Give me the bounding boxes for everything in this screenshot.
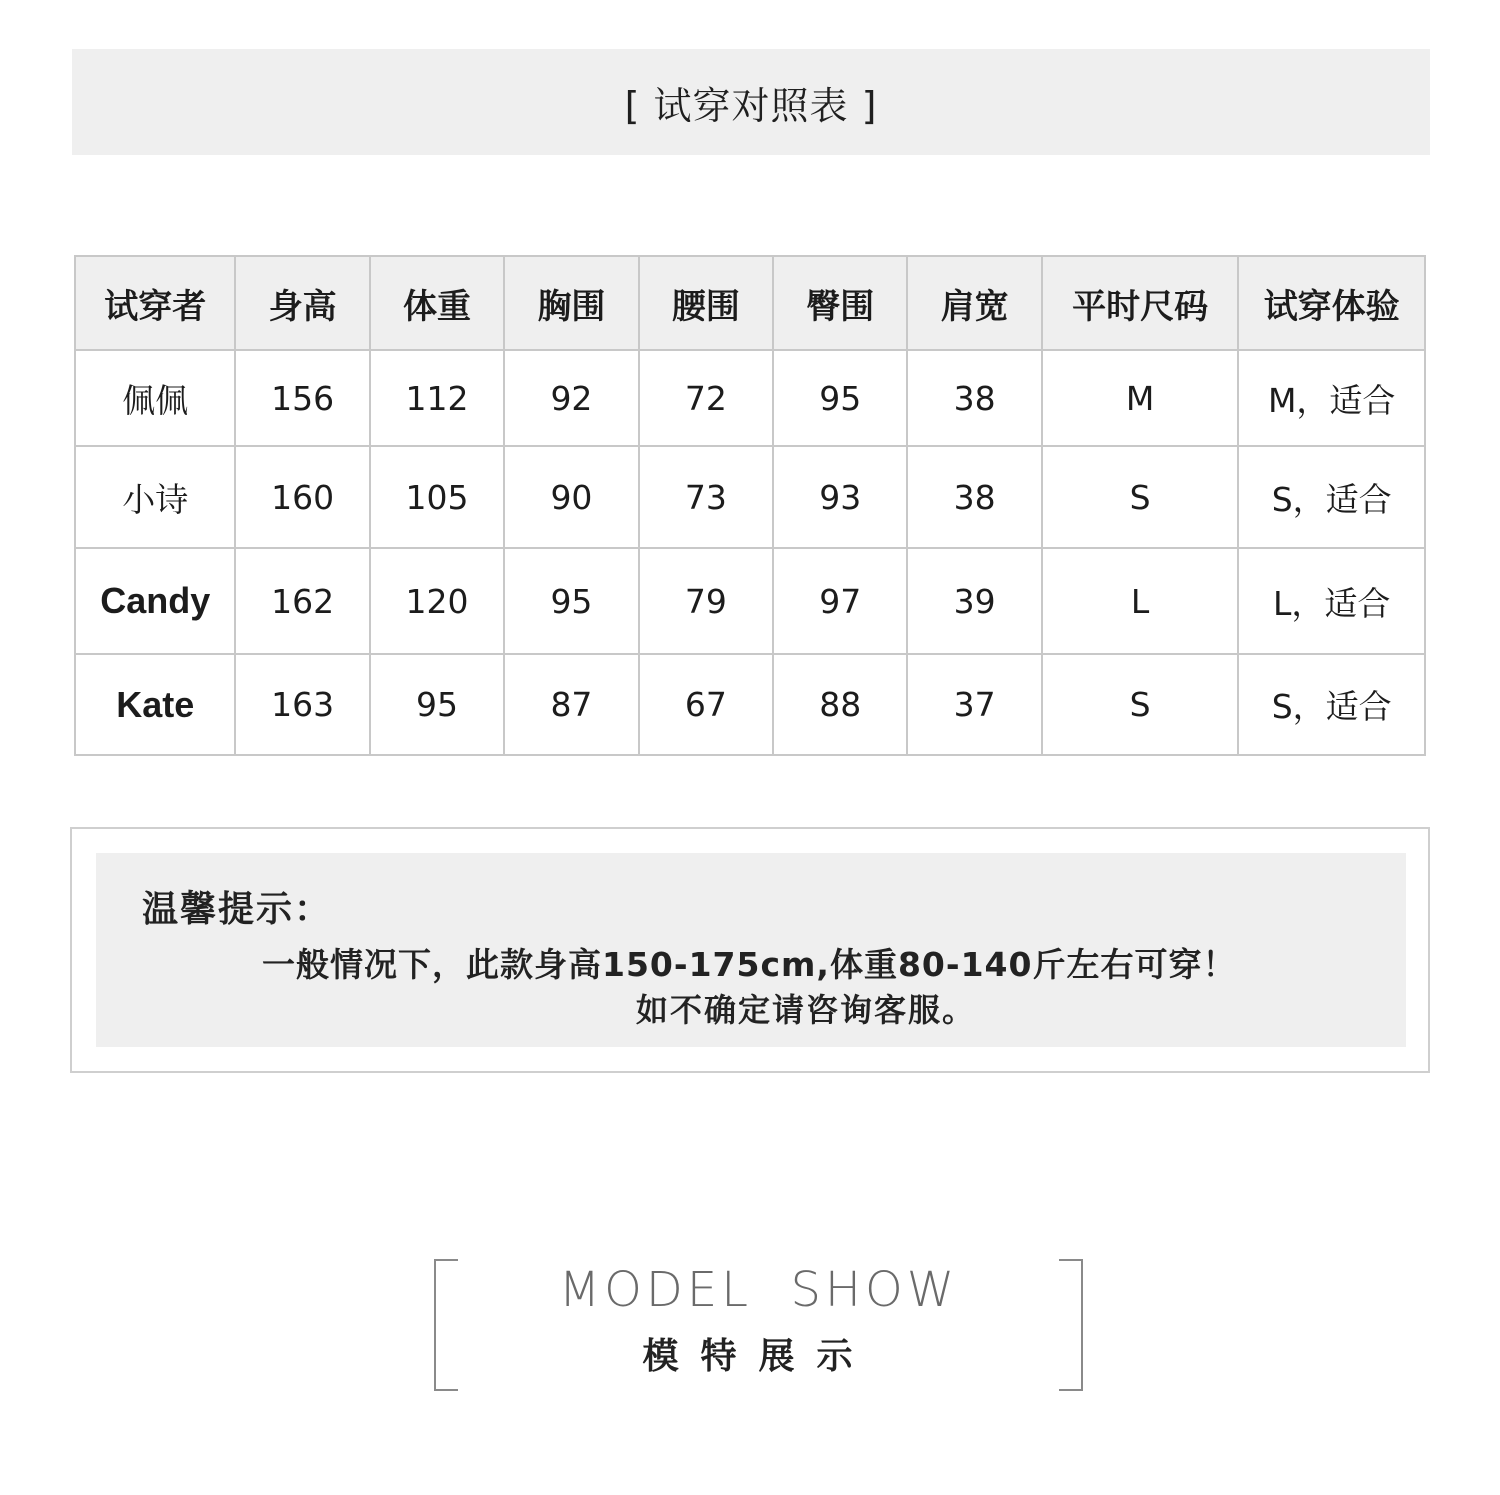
table-header-row [75, 256, 1425, 350]
bust-value: 87 [504, 654, 638, 755]
usual-size-value: S [1042, 654, 1239, 755]
usual-size-value: S [1042, 446, 1239, 548]
tester-name: Candy [75, 548, 235, 654]
height-value: 162 [235, 548, 369, 654]
table-row [75, 350, 1425, 446]
notice-box [70, 827, 1430, 1073]
header-cell-hip: 臀围 [773, 256, 907, 350]
height-value: 156 [235, 350, 369, 446]
waist-value: 73 [639, 446, 773, 548]
bust-value: 92 [504, 350, 638, 446]
notice-size-range-text: 一般情况下，此款身高150-175cm,体重80-140斤左右可穿！ [262, 945, 1237, 984]
shoulder-value: 38 [907, 350, 1041, 446]
notice-contact-text: 如不确定请咨询客服。 [635, 991, 976, 1029]
weight-value: 105 [370, 446, 504, 548]
waist-value: 79 [639, 548, 773, 654]
table-row [75, 654, 1425, 755]
header-cell-weight: 体重 [370, 256, 504, 350]
shoulder-value: 37 [907, 654, 1041, 755]
fitting-comparison-table [74, 255, 1426, 756]
header-cell-usual-size: 平时尺码 [1042, 256, 1239, 350]
waist-value: 67 [639, 654, 773, 755]
usual-size-value: L [1042, 548, 1239, 654]
page-title: [ 试穿对照表 ] [624, 83, 878, 128]
hip-value: 93 [773, 446, 907, 548]
hip-value: 97 [773, 548, 907, 654]
fit-experience-value: M，适合 [1238, 350, 1425, 446]
header-cell-shoulder: 肩宽 [907, 256, 1041, 350]
weight-value: 120 [370, 548, 504, 654]
hip-value: 95 [773, 350, 907, 446]
fit-experience-value: S，适合 [1238, 654, 1425, 755]
waist-value: 72 [639, 350, 773, 446]
tester-name: 佩佩 [75, 350, 235, 446]
header-cell-fit-experience: 试穿体验 [1238, 256, 1425, 350]
bust-value: 90 [504, 446, 638, 548]
fit-experience-value: S，适合 [1238, 446, 1425, 548]
bust-value: 95 [504, 548, 638, 654]
table-row [75, 446, 1425, 548]
shoulder-value: 38 [907, 446, 1041, 548]
model-show-subheading: 模特展示 [642, 1336, 875, 1377]
tester-name: Kate [75, 654, 235, 755]
shoulder-value: 39 [907, 548, 1041, 654]
tester-name: 小诗 [75, 446, 235, 548]
header-cell-waist: 腰围 [639, 256, 773, 350]
header-cell-height: 身高 [235, 256, 369, 350]
height-value: 163 [235, 654, 369, 755]
notice-title: 温馨提示： [142, 889, 333, 930]
usual-size-value: M [1042, 350, 1239, 446]
notice-panel [96, 853, 1406, 1047]
weight-value: 95 [370, 654, 504, 755]
weight-value: 112 [370, 350, 504, 446]
header-cell-tester: 试穿者 [75, 256, 235, 350]
model-show-heading: MODEL SHOW [558, 1262, 959, 1318]
header-cell-bust: 胸围 [504, 256, 638, 350]
title-bar [72, 49, 1430, 155]
fit-experience-value: L，适合 [1238, 548, 1425, 654]
hip-value: 88 [773, 654, 907, 755]
height-value: 160 [235, 446, 369, 548]
table-row [75, 548, 1425, 654]
